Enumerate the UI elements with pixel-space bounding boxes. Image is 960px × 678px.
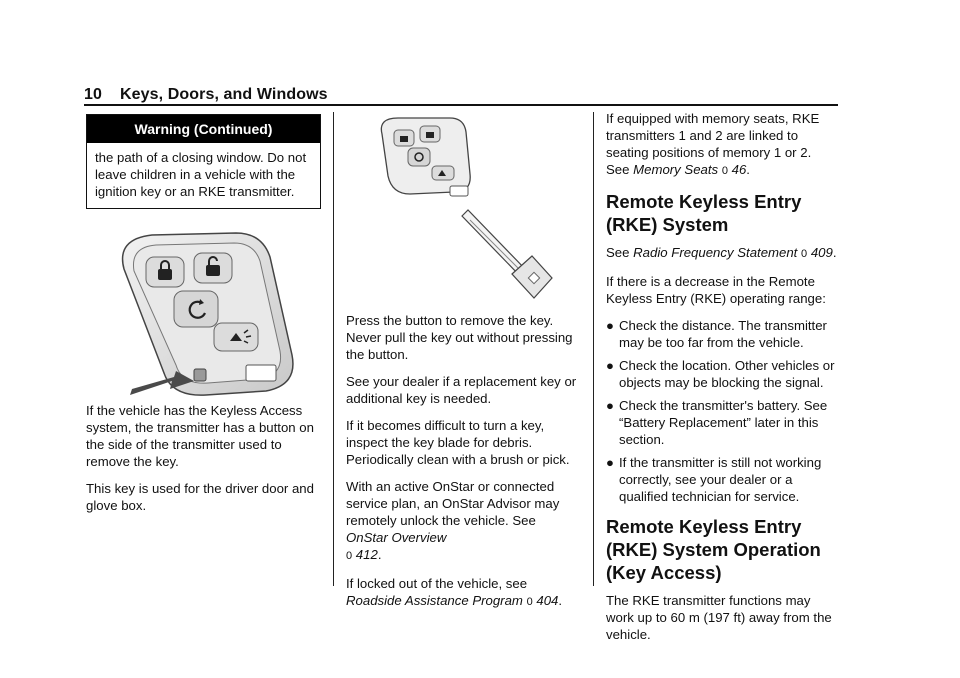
transmitter-illustration (86, 227, 322, 402)
list-item: ● Check the distance. The transmitter may be too far from the vehicle. (606, 318, 827, 350)
page-ref-icon: 0 (526, 596, 533, 608)
key-debris-para: If it becomes difficult to turn a key, inspect the key blade for debris. Periodically clean with a brush or pick. (346, 418, 570, 467)
rke-range-para: The RKE transmitter functions may work up to 60 m (197 ft) away from the vehicle. (606, 593, 832, 642)
radio-frequency-page-ref[interactable]: 409 (810, 245, 833, 260)
section-title: Keys, Doors, and Windows (120, 86, 328, 103)
list-item: ● Check the transmitter's battery. See “Battery Replacement” later in this section. (606, 398, 828, 447)
column-2 (346, 114, 578, 621)
page-header (84, 86, 328, 104)
bullet-icon: ● (606, 318, 614, 333)
range-checklist (606, 317, 838, 505)
memory-seats-page-ref[interactable]: 46 (731, 162, 747, 177)
keyless-access-para: If the vehicle has the Keyless Access system, the transmitter has a button on the side of the transmitter used to remove the key. (86, 403, 314, 469)
key-removal-illustration (346, 114, 578, 304)
page-ref-icon: 0 (721, 165, 728, 177)
locked-out-para: If locked out of the vehicle, see Roadside Assistance Program 0 404. (346, 576, 563, 608)
onstar-para: With an active OnStar or connected service plan, an OnStar Advisor may remotely unlock the vehicle. See OnStar Overview 0 412. (346, 479, 560, 562)
key-use-para: This key is used for the driver door and glove box. (86, 481, 314, 513)
list-item: ● If the transmitter is still not working correctly, see your dealer or a qualified technician for service. (606, 455, 822, 504)
warning-box (86, 114, 321, 209)
onstar-overview-link[interactable]: OnStar Overview (346, 530, 447, 545)
header-rule (84, 104, 838, 106)
radio-frequency-para: See Radio Frequency Statement 0 409. (606, 245, 837, 260)
roadside-page-ref[interactable]: 404 (536, 593, 559, 608)
bullet-icon: ● (606, 358, 614, 373)
bullet-icon: ● (606, 398, 614, 413)
column-divider-2 (593, 112, 594, 586)
page-ref-icon: 0 (801, 248, 808, 260)
unlock-icon (426, 132, 434, 138)
roadside-assistance-link[interactable]: Roadside Assistance Program (346, 593, 523, 608)
press-button-para: Press the button to remove the key. Never pull the key out without pressing the button. (346, 313, 573, 362)
column-3 (606, 110, 838, 653)
warning-text: the path of a closing window. Do not leave children in a vehicle with the ignition key or an RKE transmitter. (95, 150, 307, 199)
onstar-page-ref[interactable]: 412 (355, 547, 378, 562)
key-fob-image (86, 227, 322, 402)
rke-operation-heading: Remote Keyless Entry (RKE) System Operation (Key Access) (606, 516, 821, 583)
memory-seats-link[interactable]: Memory Seats (633, 162, 719, 177)
key-blade-icon (462, 210, 552, 298)
replacement-key-para: See your dealer if a replacement key or additional key is needed. (346, 374, 577, 406)
radio-frequency-link[interactable]: Radio Frequency Statement (633, 245, 798, 260)
memory-seats-para: If equipped with memory seats, RKE transmitters 1 and 2 are linked to seating positions of memory 1 or 2. See Memory Seats 0 46. (606, 111, 820, 177)
column-1 (86, 114, 322, 524)
range-intro-para: If there is a decrease in the Remote Keyless Entry (RKE) operating range: (606, 274, 826, 306)
key-removal-image (346, 114, 578, 304)
rke-system-heading: Remote Keyless Entry (RKE) System (606, 191, 802, 235)
list-item: ● Check the location. Other vehicles or objects may be blocking the signal. (606, 358, 835, 390)
column-divider-1 (333, 112, 334, 586)
page-number: 10 (84, 86, 102, 103)
lock-icon (400, 136, 408, 142)
warning-title: Warning (Continued) (87, 115, 320, 143)
bullet-icon: ● (606, 455, 614, 470)
page-ref-icon: 0 (346, 550, 353, 562)
